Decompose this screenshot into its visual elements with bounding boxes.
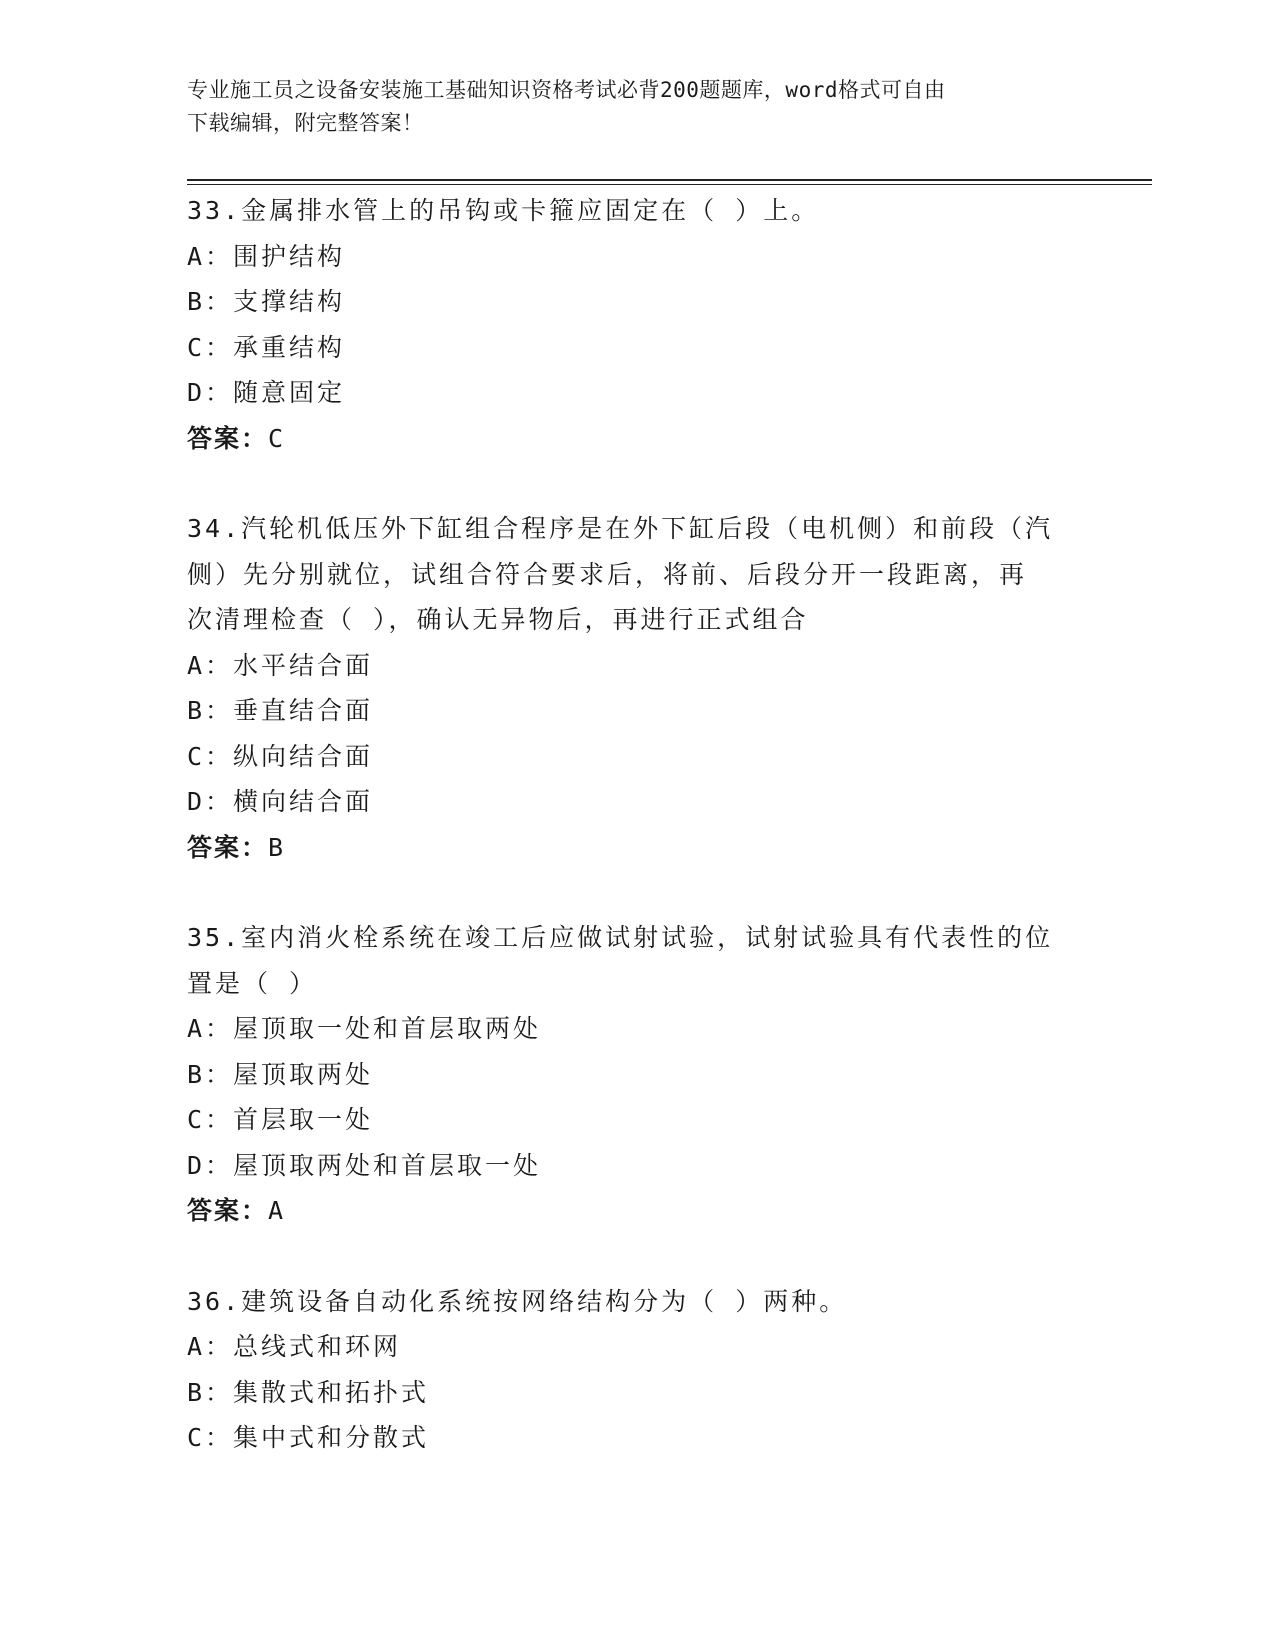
question-stem	[187, 1279, 1067, 1325]
question-stem-line: 侧）先分别就位，试组合符合要求后，将前、后段分开一段距离，再	[187, 559, 1028, 589]
header-line-1: 专业施工员之设备安装施工基础知识资格考试必背200题题库，word格式可自由	[187, 78, 946, 102]
answer-line	[187, 825, 1067, 871]
option-d: D：横向结合面	[187, 787, 374, 816]
option-c: C：纵向结合面	[187, 741, 374, 771]
option-d: D：随意固定	[187, 378, 346, 407]
option-c: C：集中式和分散式	[187, 1423, 430, 1452]
question-stem	[187, 188, 1067, 234]
option-b: B：屋顶取两处	[187, 1059, 374, 1089]
header-divider-thin	[187, 184, 1152, 185]
question-stem-line: 34.汽轮机低压外下缸组合程序是在外下缸后段（电机侧）和前段（汽	[187, 514, 1054, 543]
question-stem-line: 置是（ ）	[187, 968, 318, 998]
question-36	[187, 1279, 1067, 1461]
option-a: A：水平结合面	[187, 650, 374, 680]
answer-line	[187, 1188, 1067, 1234]
document-header	[187, 74, 1067, 140]
answer-label: 答案：	[187, 832, 269, 862]
option-a: A：屋顶取一处和首层取两处	[187, 1014, 542, 1043]
answer-line	[187, 416, 1067, 462]
option-a: A：总线式和环网	[187, 1332, 402, 1361]
question-33	[187, 188, 1067, 461]
option-b: B：垂直结合面	[187, 696, 374, 725]
question-list	[187, 188, 1067, 1506]
option-c: C：承重结构	[187, 332, 346, 362]
header-divider-thick	[187, 179, 1152, 181]
question-stem-line: 33.金属排水管上的吊钩或卡箍应固定在（ ）上。	[187, 196, 820, 225]
option-b: B：支撑结构	[187, 287, 346, 316]
question-stem-line: 次清理检查（ ），确认无异物后，再进行正式组合	[187, 605, 809, 634]
question-stem	[187, 506, 1067, 643]
answer-value: B	[268, 832, 285, 862]
question-34	[187, 506, 1067, 870]
question-stem-line: 36.建筑设备自动化系统按网络结构分为（ ）两种。	[187, 1286, 848, 1316]
question-stem	[187, 915, 1067, 1006]
option-b: B：集散式和拓扑式	[187, 1377, 430, 1407]
answer-value: A	[268, 1196, 285, 1225]
header-line-2: 下载编辑，附完整答案！	[187, 111, 424, 135]
question-35	[187, 915, 1067, 1234]
answer-value: C	[268, 423, 285, 453]
question-stem-line: 35.室内消火栓系统在竣工后应做试射试验，试射试验具有代表性的位	[187, 923, 1054, 952]
answer-label: 答案：	[187, 1196, 269, 1225]
answer-label: 答案：	[187, 423, 269, 453]
option-c: C：首层取一处	[187, 1105, 374, 1134]
option-d: D：屋顶取两处和首层取一处	[187, 1150, 542, 1180]
option-a: A：围护结构	[187, 241, 346, 271]
